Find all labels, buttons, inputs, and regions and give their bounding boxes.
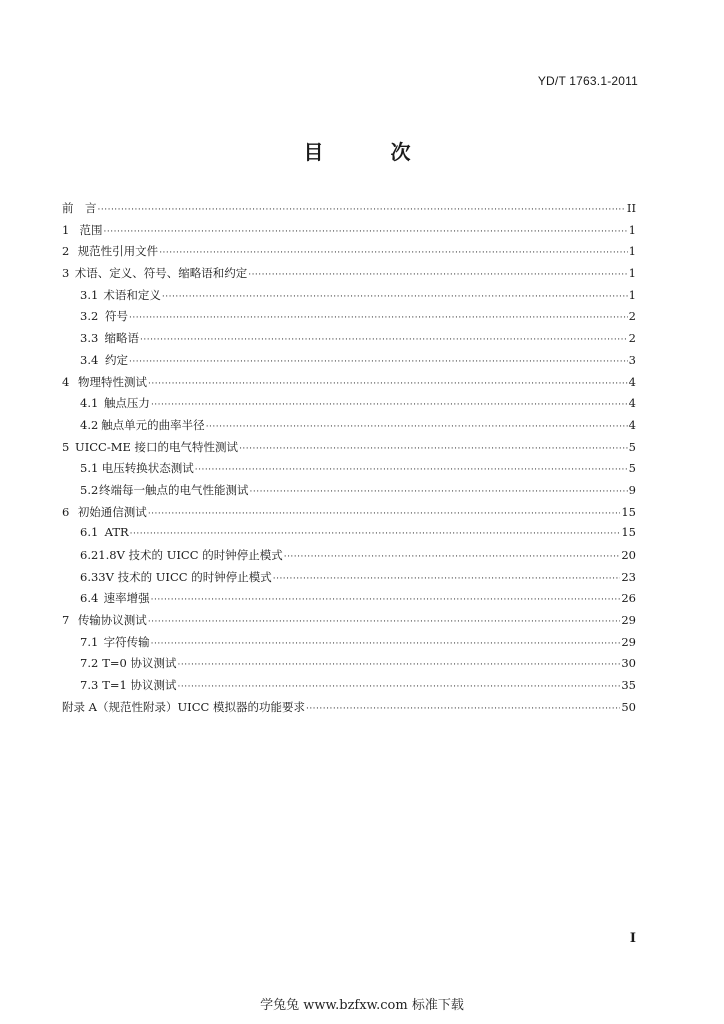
toc-leader-dots	[306, 704, 620, 714]
toc-entry-number: 7.3	[80, 678, 99, 693]
toc-entry-label: 物理特性测试	[78, 374, 148, 389]
toc-entry[interactable]	[62, 655, 636, 677]
toc-entry-number: 3.2	[80, 309, 99, 324]
toc-leader-dots	[104, 227, 628, 237]
toc-entry-label: 术语和定义	[103, 287, 161, 302]
toc-entry-number: 6.3	[80, 569, 99, 584]
toc-leader-dots	[249, 487, 627, 497]
toc-entry[interactable]	[62, 352, 636, 374]
toc-entry-page: 50	[621, 699, 636, 714]
toc-entry-label: 终端每一触点的电气性能测试	[98, 482, 249, 497]
toc-leader-dots	[129, 313, 628, 323]
toc-entry[interactable]	[62, 504, 636, 526]
toc-entry-page: 29	[621, 613, 636, 628]
toc-entry[interactable]	[62, 395, 636, 417]
toc-entry-number: 6.1	[80, 525, 99, 540]
toc-entry-page: 9	[628, 482, 636, 497]
toc-entry-number: 3.4	[80, 352, 99, 367]
toc-leader-dots	[195, 465, 628, 475]
toc-entry-page: II	[626, 201, 636, 215]
toc-entry[interactable]	[62, 634, 636, 656]
toc-entry-label: 传输协议测试	[77, 613, 147, 628]
page-title: 目 次	[303, 140, 441, 164]
toc-entry-page: 1	[628, 222, 636, 237]
watermark: 学兔兔 www.bzfxw.com 标准下载	[260, 998, 464, 1013]
toc-entry-label: 规范性引用文件	[77, 244, 159, 259]
toc-entry-label: 缩略语	[104, 331, 139, 346]
toc-entry-number: 2	[62, 244, 70, 259]
toc-leader-dots	[148, 617, 621, 627]
toc-entry-label: 速率增强	[103, 591, 150, 606]
toc-entry-page: 5	[628, 461, 636, 476]
toc-entry-page: 23	[621, 569, 636, 584]
toc-entry-label: 附录 A（规范性附录）UICC 模拟器的功能要求	[62, 699, 305, 714]
toc-entry[interactable]	[62, 612, 636, 634]
toc-entry-label: 3V 技术的 UICC 的时钟停止模式	[98, 569, 272, 584]
toc-entry[interactable]	[62, 482, 636, 504]
toc-entry[interactable]	[62, 677, 636, 699]
toc-entry-number: 6	[62, 504, 70, 519]
toc-leader-dots	[148, 509, 621, 519]
toc-entry-page: 29	[621, 634, 636, 649]
toc-entry-number: 7.2	[80, 656, 99, 671]
toc-entry-number: 4	[62, 374, 70, 389]
toc-entry-label: 前 言	[62, 201, 97, 215]
toc-leader-dots	[248, 270, 627, 280]
toc-leader-dots	[148, 379, 628, 389]
toc-entry-number: 1	[62, 222, 70, 237]
toc-entry[interactable]	[62, 417, 636, 439]
toc-entry[interactable]	[62, 243, 636, 265]
toc-entry-page: 15	[621, 504, 636, 519]
toc-entry-label: 范围	[79, 222, 103, 237]
toc-entry[interactable]	[62, 525, 636, 547]
toc-entry-page: 26	[621, 591, 636, 606]
toc-entry-page: 4	[628, 396, 636, 411]
toc-entry-number: 3	[62, 266, 70, 281]
toc-leader-dots	[98, 205, 626, 215]
toc-entry-label: 1.8V 技术的 UICC 的时钟停止模式	[98, 548, 283, 562]
toc-entry[interactable]	[62, 547, 636, 569]
table-of-contents	[62, 200, 636, 721]
toc-entry-label: UICC-ME 接口的电气特性测试	[75, 439, 239, 454]
toc-entry[interactable]	[62, 222, 636, 244]
toc-entry[interactable]	[62, 460, 636, 482]
toc-entry-label: T=1 协议测试	[102, 678, 177, 693]
toc-entry-label: T=0 协议测试	[102, 656, 177, 671]
toc-entry[interactable]	[62, 439, 636, 461]
toc-entry-label: ATR	[104, 525, 129, 540]
toc-entry-label: 约定	[105, 352, 129, 367]
toc-entry[interactable]	[62, 374, 636, 396]
toc-entry-page: 4	[628, 374, 636, 389]
toc-leader-dots	[284, 552, 621, 562]
toc-leader-dots	[178, 682, 621, 692]
toc-entry[interactable]	[62, 330, 636, 352]
toc-entry-number: 6.4	[80, 591, 99, 606]
toc-entry-label: 符号	[105, 309, 129, 324]
toc-leader-dots	[273, 574, 621, 584]
toc-leader-dots	[159, 248, 627, 258]
toc-entry-label: 触点压力	[103, 396, 150, 411]
toc-entry-number: 5.1	[80, 461, 99, 476]
toc-entry-number: 5	[62, 439, 70, 454]
toc-entry-page: 35	[621, 678, 636, 693]
toc-entry-number: 3.3	[80, 331, 99, 346]
page-number: I	[629, 931, 636, 946]
toc-leader-dots	[130, 529, 621, 539]
toc-entry-number: 7.1	[80, 634, 99, 649]
toc-entry-page: 3	[628, 352, 636, 367]
toc-entry-label: 术语、定义、符号、缩略语和约定	[74, 266, 248, 281]
toc-entry-page: 5	[628, 439, 636, 454]
toc-entry[interactable]	[62, 200, 636, 222]
toc-entry-label: 字符传输	[103, 634, 150, 649]
toc-leader-dots	[151, 400, 628, 410]
toc-leader-dots	[151, 595, 621, 605]
toc-entry[interactable]	[62, 287, 636, 309]
toc-entry[interactable]	[62, 265, 636, 287]
toc-entry-page: 1	[628, 244, 636, 259]
toc-entry-page: 1	[628, 287, 636, 302]
toc-leader-dots	[239, 444, 628, 454]
toc-entry-label: 触点单元的曲率半径	[101, 417, 205, 432]
toc-entry-label: 初始通信测试	[77, 504, 147, 519]
toc-entry-number: 4.2	[80, 417, 99, 432]
toc-leader-dots	[162, 292, 628, 302]
toc-entry[interactable]	[62, 569, 636, 591]
toc-entry-page: 15	[621, 525, 636, 540]
toc-leader-dots	[140, 335, 628, 345]
toc-entry-label: 电压转换状态测试	[101, 461, 194, 476]
toc-entry[interactable]	[62, 699, 636, 721]
toc-entry-number: 6.2	[80, 548, 99, 562]
toc-entry-number: 3.1	[80, 287, 99, 302]
toc-entry-number: 7	[62, 613, 70, 628]
toc-entry-page: 20	[621, 548, 636, 562]
toc-entry-number: 4.1	[80, 396, 99, 411]
toc-leader-dots	[129, 357, 628, 367]
toc-entry[interactable]	[62, 590, 636, 612]
toc-entry[interactable]	[62, 308, 636, 330]
toc-entry-number: 5.2	[80, 482, 99, 497]
toc-entry-page: 2	[628, 331, 636, 346]
standard-code: YD/T 1763.1-2011	[537, 74, 638, 88]
toc-leader-dots	[151, 639, 621, 649]
toc-leader-dots	[206, 422, 628, 432]
toc-entry-page: 30	[621, 656, 636, 671]
toc-entry-page: 4	[628, 417, 636, 432]
toc-entry-page: 1	[628, 266, 636, 281]
toc-entry-page: 2	[628, 309, 636, 324]
toc-leader-dots	[178, 660, 621, 670]
